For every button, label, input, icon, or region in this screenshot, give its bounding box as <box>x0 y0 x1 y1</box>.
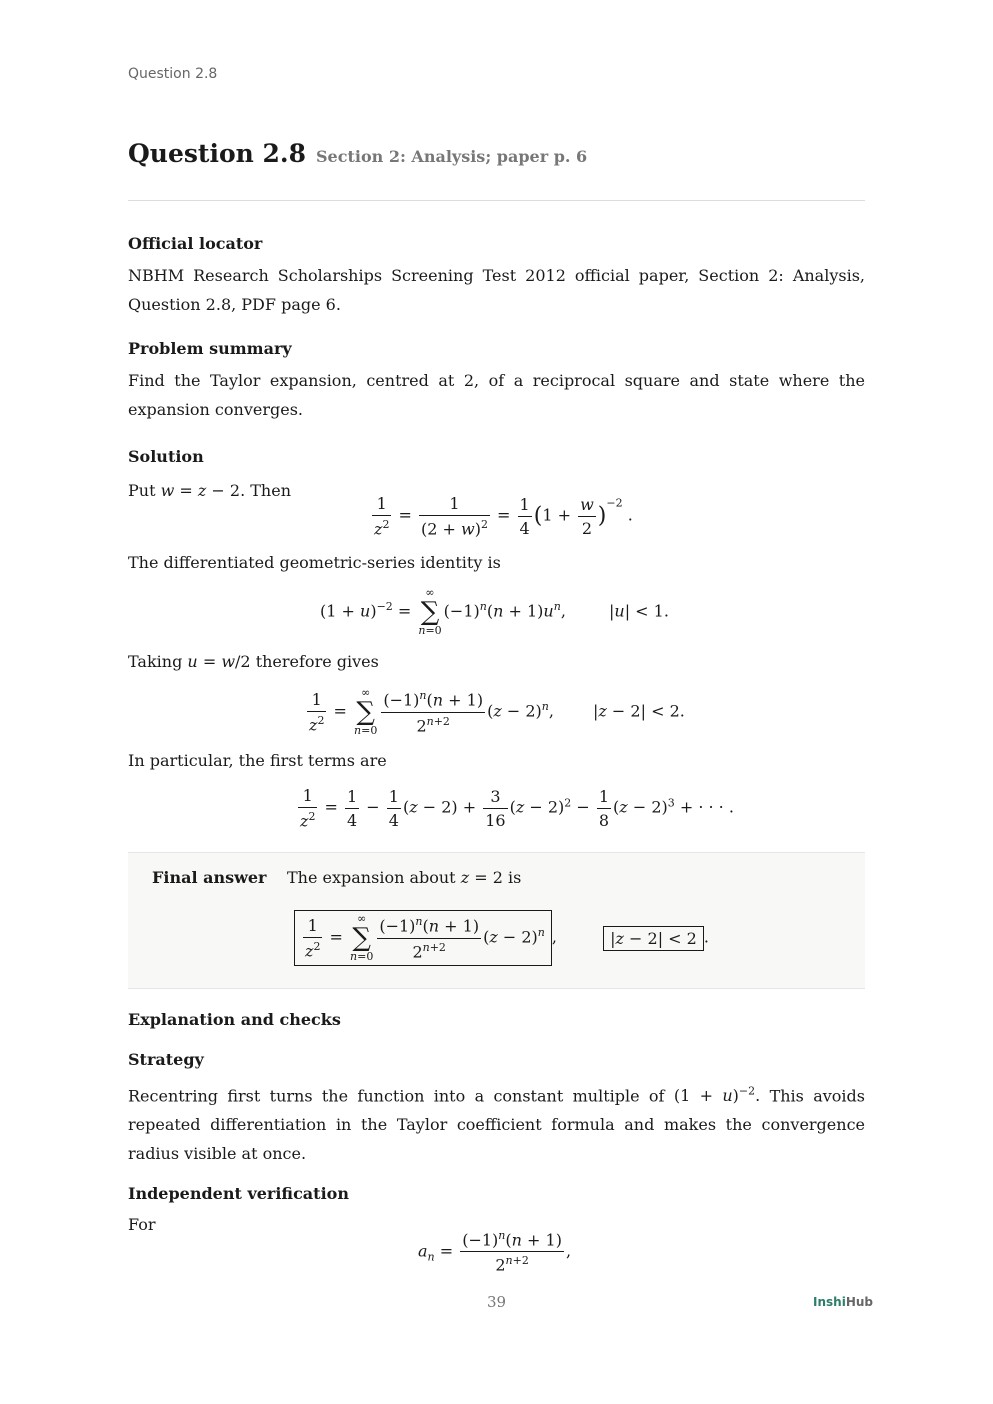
running-header: Question 2.8 <box>128 66 218 82</box>
explanation-heading: Explanation and checks <box>128 1010 341 1029</box>
brand-part-1: Inshi <box>813 1295 846 1309</box>
problem-summary-text: Find the Taylor expansion, centred at 2, of a reciprocal square and state where the expansion converges. <box>128 371 865 419</box>
strategy-text <box>128 1077 865 1168</box>
equation-coefficient: $a_n$ = $\frac{(-1)^n(n + 1)}{2^{n+2}}$ , <box>418 1229 572 1275</box>
taking-suffix: therefore gives <box>255 652 379 671</box>
put-word: Put <box>128 481 156 500</box>
official-locator-heading: Official locator <box>128 234 263 253</box>
strategy-text-before: Recentring first turns the function into a constant multiple of <box>128 1086 665 1106</box>
solution-heading: Solution <box>128 447 204 466</box>
page-subtitle: Section 2: Analysis; paper p. 6 <box>316 147 588 166</box>
final-answer-center-math: z = 2 <box>460 868 503 887</box>
final-answer-label: Final answer <box>152 868 267 887</box>
taking-prefix: Taking <box>128 652 183 671</box>
taking-math: u = w/2 <box>187 652 251 671</box>
equation-series-result: $\frac{1}{z^2}$ = ∞ ∑ n=0 $\frac{(-1)^n(n + 1)}{2^{n+2}}$ $(z - 2)^n$, |z − 2| < 2. <box>309 686 685 737</box>
page-number: 39 <box>486 1293 507 1311</box>
final-answer-text <box>287 868 521 887</box>
brand-part-2: Hub <box>845 1295 873 1309</box>
boxed-series: $\frac{1}{z^2}$ = ∞ ∑ n=0 $\frac{(-1)^n(n + 1)}{2^{n+2}}$ $(z - 2)^n$ <box>294 910 552 966</box>
verification-for: For <box>128 1215 156 1234</box>
boxed-radius: |z − 2| < 2 <box>603 926 704 951</box>
geometric-series-text: The differentiated geometric-series identity is <box>128 553 501 572</box>
title-divider <box>128 200 865 201</box>
solution-intro <box>128 481 291 500</box>
taking-text <box>128 652 379 671</box>
strategy-text-after: This avoids repeated differentiation in the Taylor coefficient formula and makes the convergence radius visible at once. <box>128 1086 865 1164</box>
substitution-math: w = z − 2. <box>160 481 246 500</box>
problem-summary-heading: Problem summary <box>128 339 292 358</box>
equation-first-terms: $\frac{1}{z^2}$ = $\frac{1}{4}$ − $\frac{1}{4}$ (z − 2) + $\frac{3}{16}$ $(z - 2)^2$ − $\frac{1}{8}$ $(z - 2)^3$ + · · · . <box>300 786 734 831</box>
equation-geometric-series: $(1 + u)^{-2}$ = ∞ ∑ n=0 $(-1)^n(n + 1)u^n$, |u| < 1. <box>320 586 669 637</box>
equation-recentring: $\frac{1}{z^2}$ = $\frac{1}{(2 + w)^2}$ = $\frac{1}{4}$ (1 + $\frac{w}{2}$ )$^{-2}$ . <box>374 494 633 539</box>
final-answer-prefix: The expansion about <box>287 868 456 887</box>
brand-logo <box>813 1295 873 1309</box>
first-terms-text: In particular, the first terms are <box>128 751 387 770</box>
final-answer-equation: $\frac{1}{z^2}$ = ∞ ∑ n=0 $\frac{(-1)^n(n + 1)}{2^{n+2}}$ $(z - 2)^n$ , |z − 2| < 2 . <box>294 910 709 966</box>
strategy-heading: Strategy <box>128 1050 204 1069</box>
strategy-math: $(1 + u)^{-2}$. <box>673 1085 761 1106</box>
then-word: Then <box>250 481 291 500</box>
page-title: Question 2.8 <box>128 139 307 168</box>
official-locator-text: NBHM Research Scholarships Screening Test 2012 official paper, Section 2: Analysis, Question 2.8, PDF page 6. <box>128 266 865 314</box>
final-answer-suffix: is <box>508 868 522 887</box>
verification-heading: Independent verification <box>128 1184 349 1203</box>
